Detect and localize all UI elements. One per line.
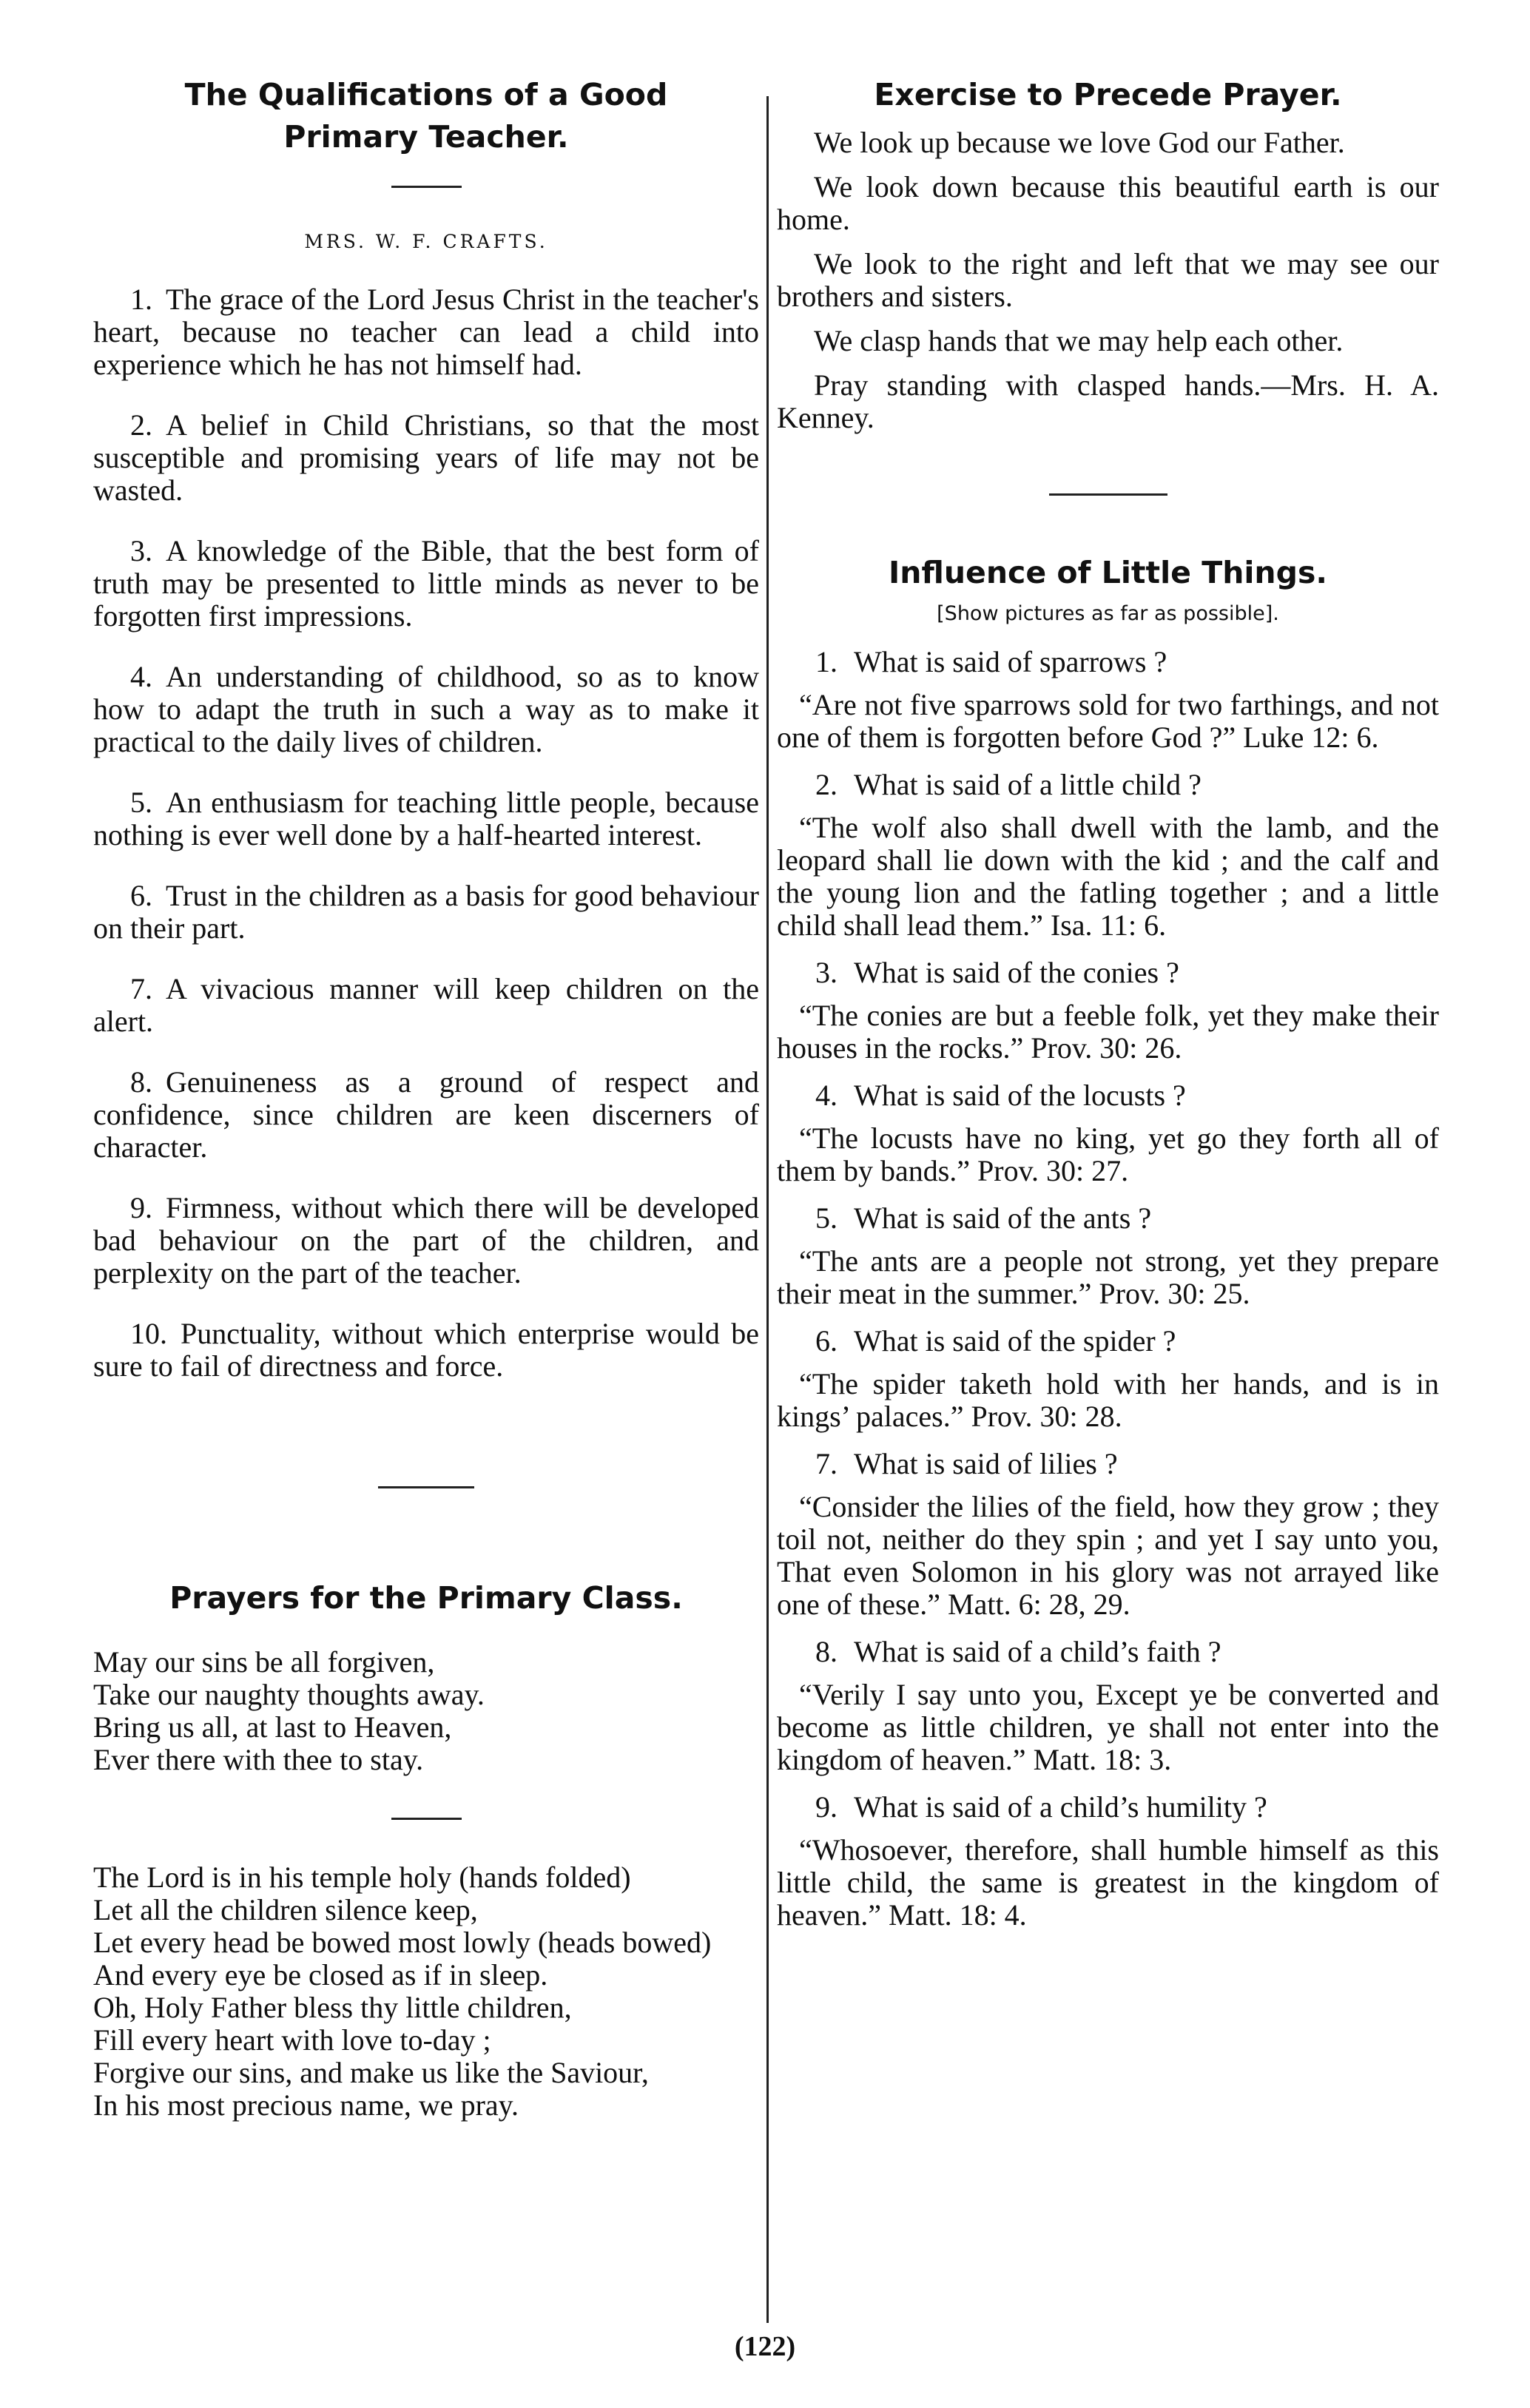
list-item: 9. Firmness, without which there will be developed bad behaviour on the part of the children, and perplexity on the part of the teacher.: [93, 1191, 759, 1290]
answer: “Consider the lilies of the field, how they grow ; they toil not, neither do they spin ; and yet I say unto you, That even Solomon in his glory was not arrayed like one of these.” Matt. 6: 28, 29.: [777, 1490, 1439, 1622]
paragraph: Pray standing with clasped hands.—Mrs. H. A. Kenney.: [777, 368, 1439, 434]
section-rule: [391, 1818, 462, 1820]
question: 6. What is said of the spider ?: [815, 1324, 1176, 1358]
question: 9. What is said of a child’s humility ?: [815, 1790, 1267, 1824]
poem-line: Bring us all, at last to Heaven,: [93, 1710, 452, 1744]
article-title: The Qualifications of a Good Primary Teacher.: [184, 77, 668, 155]
article-byline: MRS. W. F. CRAFTS.: [304, 231, 548, 253]
list-item: 10. Punctuality, without which enterprise would be sure to fail of directness and force.: [93, 1317, 759, 1383]
poem-line: Fill every heart with love to-day ;: [93, 2023, 491, 2057]
answer: “Verily I say unto you, Except ye be converted and become as little children, ye shall not enter into the kingdom of heaven.” Matt. 18: 3.: [777, 1678, 1439, 1777]
answer: “The spider taketh hold with her hands, and is in kings’ palaces.” Prov. 30: 28.: [777, 1367, 1439, 1434]
answer: “The ants are a people not strong, yet they prepare their meat in the summer.” Prov. 30: 25.: [777, 1244, 1439, 1311]
column-divider: [766, 96, 769, 2323]
answer: “The conies are but a feeble folk, yet they make their houses in the rocks.” Prov. 30: 26.: [777, 999, 1439, 1065]
section-rule: [1049, 493, 1167, 496]
poem-line: And every eye be closed as if in sleep.: [93, 1957, 548, 1992]
poem-stanza: [93, 1861, 759, 2122]
poem-line: The Lord is in his temple holy (hands folded): [93, 1860, 631, 1894]
list-item: 7. A vivacious manner will keep children on the alert.: [93, 972, 759, 1039]
poem-stanza: [93, 1646, 759, 1776]
poem-line: Let every head be bowed most lowly (heads bowed): [93, 1925, 712, 1959]
article-exercise: [777, 74, 1439, 434]
poem-line: Take our naughty thoughts away.: [93, 1677, 485, 1711]
paragraph: We clasp hands that we may help each other.: [814, 323, 1344, 357]
article-note: [Show pictures as far as possible].: [937, 602, 1279, 626]
paragraph: We look down because this beautiful earth is our home.: [777, 169, 1439, 236]
page-number: (122): [734, 2331, 796, 2362]
left-column: [93, 74, 759, 2122]
poem-line: In his most precious name, we pray.: [93, 2088, 519, 2122]
list-item: 2. A belief in Child Christians, so that the most susceptible and promising years of life may not be wasted.: [93, 408, 759, 507]
poem-line: Let all the children silence keep,: [93, 1892, 478, 1926]
question: 4. What is said of the locusts ?: [815, 1079, 1186, 1113]
question: 1. What is said of sparrows ?: [815, 645, 1167, 679]
question: 7. What is said of lilies ?: [815, 1447, 1118, 1481]
list-item: 4. An understanding of childhood, so as to know how to adapt the truth in such a way as to make it practical to the daily lives of children.: [93, 660, 759, 759]
answer: “The locusts have no king, yet go they forth all of them by bands.” Prov. 30: 27.: [777, 1122, 1439, 1188]
question: 5. What is said of the ants ?: [815, 1201, 1152, 1235]
question: 2. What is said of a little child ?: [815, 768, 1202, 802]
paragraph: We look to the right and left that we may see our brothers and sisters.: [777, 246, 1439, 313]
section-rule: [378, 1486, 474, 1488]
question: 8. What is said of a child’s faith ?: [815, 1635, 1221, 1669]
poem-line: Ever there with thee to stay.: [93, 1742, 424, 1776]
article-title: Exercise to Precede Prayer.: [874, 77, 1342, 112]
list-item: 3. A knowledge of the Bible, that the best form of truth may be presented to little minds as never to be forgotten first impressions.: [93, 534, 759, 633]
poem-line: Forgive our sins, and make us like the Saviour,: [93, 2055, 649, 2089]
paragraph: We look up because we love God our Father.: [814, 125, 1345, 159]
question: 3. What is said of the conies ?: [815, 956, 1179, 990]
list-item: 6. Trust in the children as a basis for good behaviour on their part.: [93, 879, 759, 945]
right-column: [777, 74, 1439, 1932]
article-title: Prayers for the Primary Class.: [169, 1580, 683, 1616]
poem-line: Oh, Holy Father bless thy little children,: [93, 1990, 572, 2024]
poem-line: May our sins be all forgiven,: [93, 1645, 435, 1679]
list-item: 1. The grace of the Lord Jesus Christ in the teacher's heart, because no teacher can lead a child into experience which he has not himself had.: [93, 283, 759, 382]
title-rule: [391, 186, 462, 188]
list-item: 8. Genuineness as a ground of respect and confidence, since children are keen discerners of character.: [93, 1065, 759, 1164]
answer: “Whosoever, therefore, shall humble himself as this little child, the same is greatest in the kingdom of heaven.” Matt. 18: 4.: [777, 1833, 1439, 1932]
answer: “The wolf also shall dwell with the lamb, and the leopard shall lie down with the kid ; and the calf and the young lion and the fatling together ; and a little child shall lead them.” Isa. 11: 6.: [777, 811, 1439, 942]
article-little-things: [777, 552, 1439, 1932]
answer: “Are not five sparrows sold for two farthings, and not one of them is forgotten before God ?” Luke 12: 6.: [777, 688, 1439, 755]
list-item: 5. An enthusiasm for teaching little people, because nothing is ever well done by a half-hearted interest.: [93, 786, 759, 852]
article-qualifications: [93, 74, 759, 1383]
article-prayers: [93, 1577, 759, 2122]
article-title: Influence of Little Things.: [889, 554, 1327, 590]
